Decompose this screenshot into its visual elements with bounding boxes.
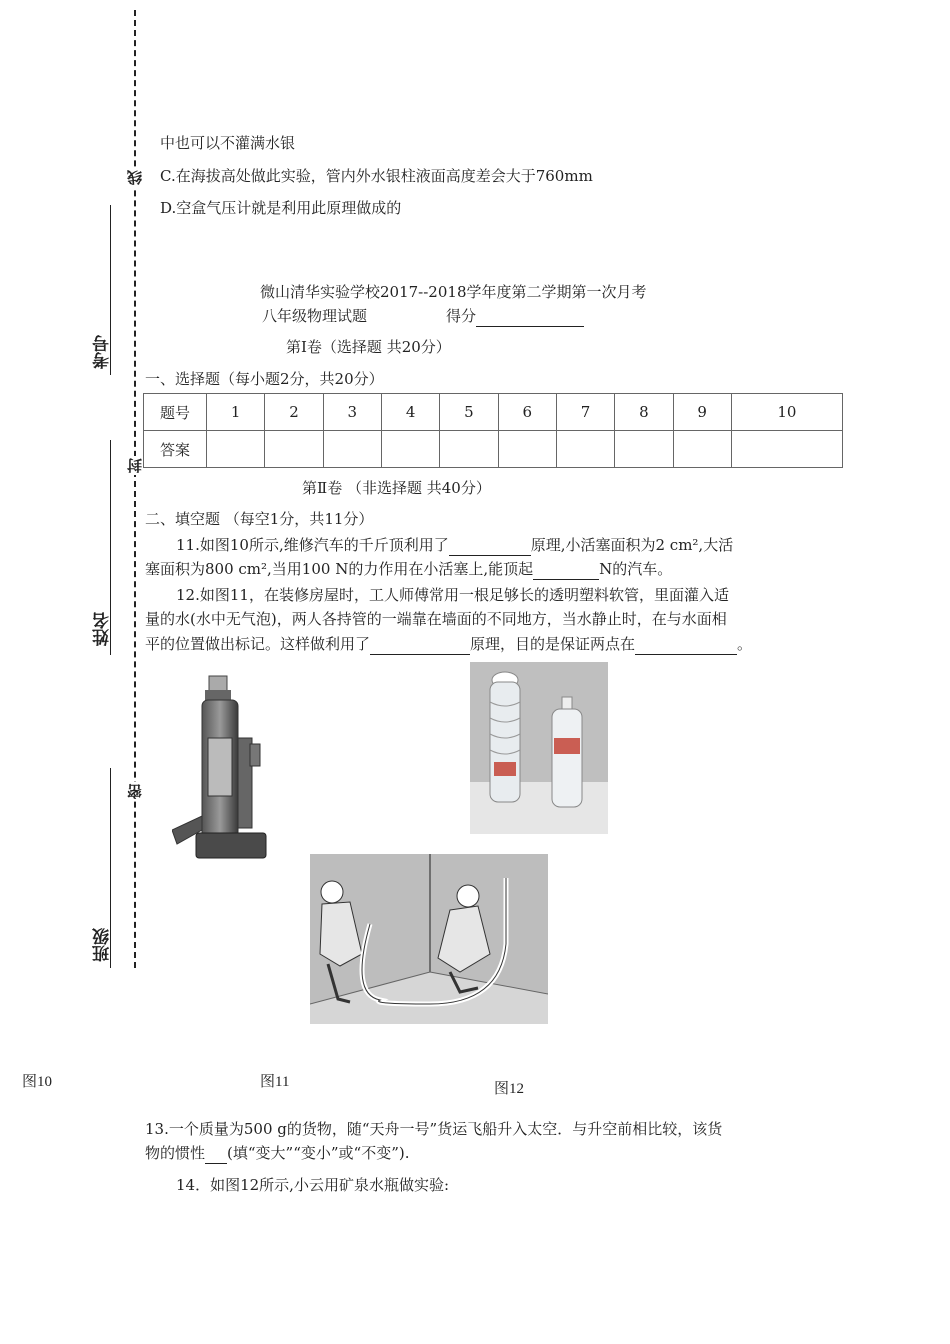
figure-workers-tube [310, 854, 548, 1024]
answer-cell[interactable] [673, 431, 731, 468]
q-number-cell: 6 [498, 394, 556, 431]
q12-line1: 12.如图11，在装修房屋时，工人师傅常用一根足够长的透明塑料软管，里面灌入适 [176, 586, 729, 604]
section2-heading: 二、填空题 （每空1分，共11分） [145, 510, 374, 528]
q-number-cell: 9 [673, 394, 731, 431]
q-number-cell: 8 [615, 394, 673, 431]
exam-subject: 八年级物理试题 [262, 307, 368, 325]
caption-fig12: 图12 [494, 1081, 525, 1097]
name-label: 姓名 [93, 612, 113, 646]
option-c: C.在海拔高处做此实验，管内外水银柱液面高度差会大于760mm [160, 167, 593, 185]
part2-title: 第Ⅱ卷 （非选择题 共40分） [302, 479, 491, 497]
q14-line1: 14．如图12所示,小云用矿泉水瓶做实验: [176, 1176, 449, 1194]
figure-hydraulic-jack [172, 668, 282, 878]
q11-line1: 11.如图10所示,维修汽车的千斤顶利用了 原理,小活塞面积为2 cm²,大活 [176, 536, 734, 554]
q-number-cell: 1 [207, 394, 265, 431]
answer-table-answer-row [144, 431, 843, 468]
secret-mark: 密 [126, 784, 144, 799]
answer-cell[interactable] [731, 431, 842, 468]
score-field [446, 305, 584, 327]
q13-blank[interactable] [205, 1145, 227, 1164]
q11-blank-1[interactable] [449, 537, 531, 556]
answer-cell[interactable] [498, 431, 556, 468]
q-number-cell: 5 [440, 394, 498, 431]
seal-mark: 封 [126, 458, 144, 473]
option-continued-line: 中也可以不灌满水银 [160, 134, 296, 152]
q13-line2: 物的惯性 (填“变大”“变小”或“不变”). [145, 1144, 410, 1162]
answer-cell[interactable] [207, 431, 265, 468]
q-number-cell: 3 [323, 394, 381, 431]
answer-table [143, 393, 843, 468]
exam-title: 微山清华实验学校2017--2018学年度第二学期第一次月考 [260, 283, 647, 301]
q-number-cell: 7 [556, 394, 614, 431]
q-number-cell: 4 [381, 394, 439, 431]
jack-illustration [172, 668, 282, 878]
section1-heading: 一、选择题（每小题2分，共20分） [145, 370, 384, 388]
score-blank [476, 308, 584, 327]
q13-line1: 13.一个质量为500 g的货物，随“天舟一号”货运飞船升入太空．与升空前相比较，该货 [145, 1120, 723, 1138]
answer-cell[interactable] [615, 431, 673, 468]
q12-line3: 平的位置做出标记。这样做利用了 原理，目的是保证两点在 。 [145, 635, 753, 653]
q12-blank-2[interactable] [635, 636, 737, 655]
exam-number-label: 考号 [93, 335, 113, 369]
workers-illustration [310, 854, 548, 1024]
option-d: D.空盒气压计就是利用此原理做成的 [160, 199, 402, 217]
q-number-cell: 10 [731, 394, 842, 431]
answer-cell[interactable] [323, 431, 381, 468]
q12-line2: 量的水(水中无气泡)，两人各持管的一端靠在墙面的不同地方，当水静止时，在与水面相 [145, 610, 727, 628]
caption-fig11: 图11 [260, 1074, 290, 1090]
binding-dashed-line [134, 10, 136, 968]
answer-cell[interactable] [556, 431, 614, 468]
row-label-number: 题号 [144, 394, 207, 431]
answer-cell[interactable] [265, 431, 323, 468]
answer-cell[interactable] [440, 431, 498, 468]
q-number-cell: 2 [265, 394, 323, 431]
q11-blank-2[interactable] [533, 561, 599, 580]
answer-table-number-row [144, 394, 843, 431]
line-mark: 线 [126, 170, 144, 185]
figure-water-bottles [470, 662, 608, 834]
q11-line2: 塞面积为800 cm²,当用100 N的力作用在小活塞上,能顶起 N的汽车。 [145, 560, 673, 578]
caption-fig10: 图10 [22, 1074, 53, 1090]
class-label: 班级 [93, 928, 113, 962]
row-label-answer: 答案 [144, 431, 207, 468]
bottles-illustration [470, 662, 608, 834]
answer-cell[interactable] [381, 431, 439, 468]
q12-blank-1[interactable] [370, 636, 470, 655]
score-label: 得分 [446, 307, 477, 325]
part1-title: 第Ⅰ卷（选择题 共20分） [286, 338, 451, 356]
